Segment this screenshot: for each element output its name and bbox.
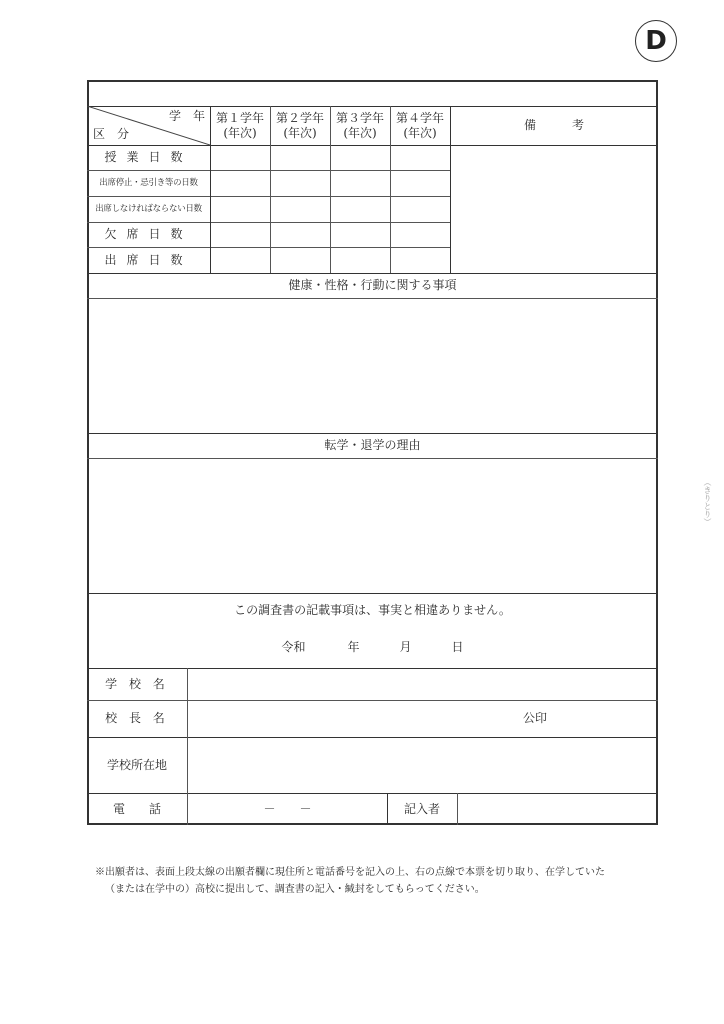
writer-field[interactable] [458, 794, 656, 824]
date-month-label: 月 [399, 639, 412, 654]
cell-absent-days-y1[interactable] [210, 222, 270, 247]
cell-required-days-y2[interactable] [270, 196, 330, 222]
corner-grade-label: 学 年 [168, 108, 205, 123]
transfer-section-field[interactable] [89, 459, 656, 592]
cell-attended-days-y3[interactable] [330, 247, 390, 273]
row-label-attended-days: 出席日数 [104, 252, 193, 267]
form-variant-badge: D [635, 20, 677, 62]
row-label-class-days: 授業日数 [104, 150, 193, 164]
cell-attended-days-y1[interactable] [210, 247, 270, 273]
cell-required-days-y3[interactable] [330, 196, 390, 222]
applicant-instructions-note: ※出願者は、表面上段太線の出願者欄に現住所と電話番号を記入の上、右の点線で本票を切り取り、在学していた （または在学中の）高校に提出して、調査書の記入・緘封をしてもらってください。 [95, 867, 605, 895]
cell-class-days-y2[interactable] [270, 145, 330, 170]
principal-name-label: 校 長 名 [105, 711, 169, 725]
cell-attended-days-y4[interactable] [390, 247, 450, 273]
school-address-label: 学校所在地 [106, 757, 167, 772]
year-3-header: 第３学年 (年次) [335, 110, 384, 140]
form-header-blank-row[interactable] [89, 82, 656, 106]
row-label-required-days: 出席しなければならない日数 [95, 203, 202, 214]
school-name-label: 学 校 名 [105, 676, 169, 691]
date-era: 令和 [281, 639, 306, 654]
corner-category-label: 区 分 [93, 126, 130, 141]
certification-date [87, 636, 658, 658]
cell-suspension-days-y2[interactable] [270, 170, 330, 196]
year-1-header: 第１学年 (年次) [215, 110, 264, 140]
certification-statement: この調査書の記載事項は、事実と相違ありません。 [234, 602, 511, 617]
cell-required-days-y1[interactable] [210, 196, 270, 222]
cut-line-label: （きりとり） [703, 478, 712, 526]
cell-class-days-y3[interactable] [330, 145, 390, 170]
cell-absent-days-y4[interactable] [390, 222, 450, 247]
row-label-absent-days: 欠席日数 [104, 227, 193, 241]
cell-required-days-y4[interactable] [390, 196, 450, 222]
school-name-field[interactable] [188, 669, 656, 699]
remarks-field[interactable] [451, 146, 656, 272]
cell-class-days-y1[interactable] [210, 145, 270, 170]
health-section-field[interactable] [89, 299, 656, 432]
cell-absent-days-y3[interactable] [330, 222, 390, 247]
remarks-header: 備 考 [523, 118, 584, 132]
cell-absent-days-y2[interactable] [270, 222, 330, 247]
school-address-field[interactable] [188, 738, 656, 792]
principal-name-field[interactable] [188, 701, 518, 736]
cell-suspension-days-y3[interactable] [330, 170, 390, 196]
writer-label: 記入者 [403, 801, 440, 816]
official-seal-label: 公印 [522, 711, 547, 725]
row-label-suspension-days: 出席停止・忌引き等の日数 [99, 177, 198, 188]
transfer-section-title: 転学・退学の理由 [324, 438, 421, 452]
health-section-title: 健康・性格・行動に関する事項 [288, 278, 457, 292]
phone-field[interactable]: － － [263, 801, 312, 816]
cell-class-days-y4[interactable] [390, 145, 450, 170]
cell-suspension-days-y1[interactable] [210, 170, 270, 196]
year-4-header: 第４学年 (年次) [395, 110, 444, 140]
date-day-label: 日 [451, 639, 464, 654]
date-year-label: 年 [347, 639, 360, 654]
phone-label: 電 話 [112, 801, 161, 816]
year-2-header: 第２学年 (年次) [275, 110, 324, 140]
cell-suspension-days-y4[interactable] [390, 170, 450, 196]
cell-attended-days-y2[interactable] [270, 247, 330, 273]
row-divider [87, 593, 658, 594]
